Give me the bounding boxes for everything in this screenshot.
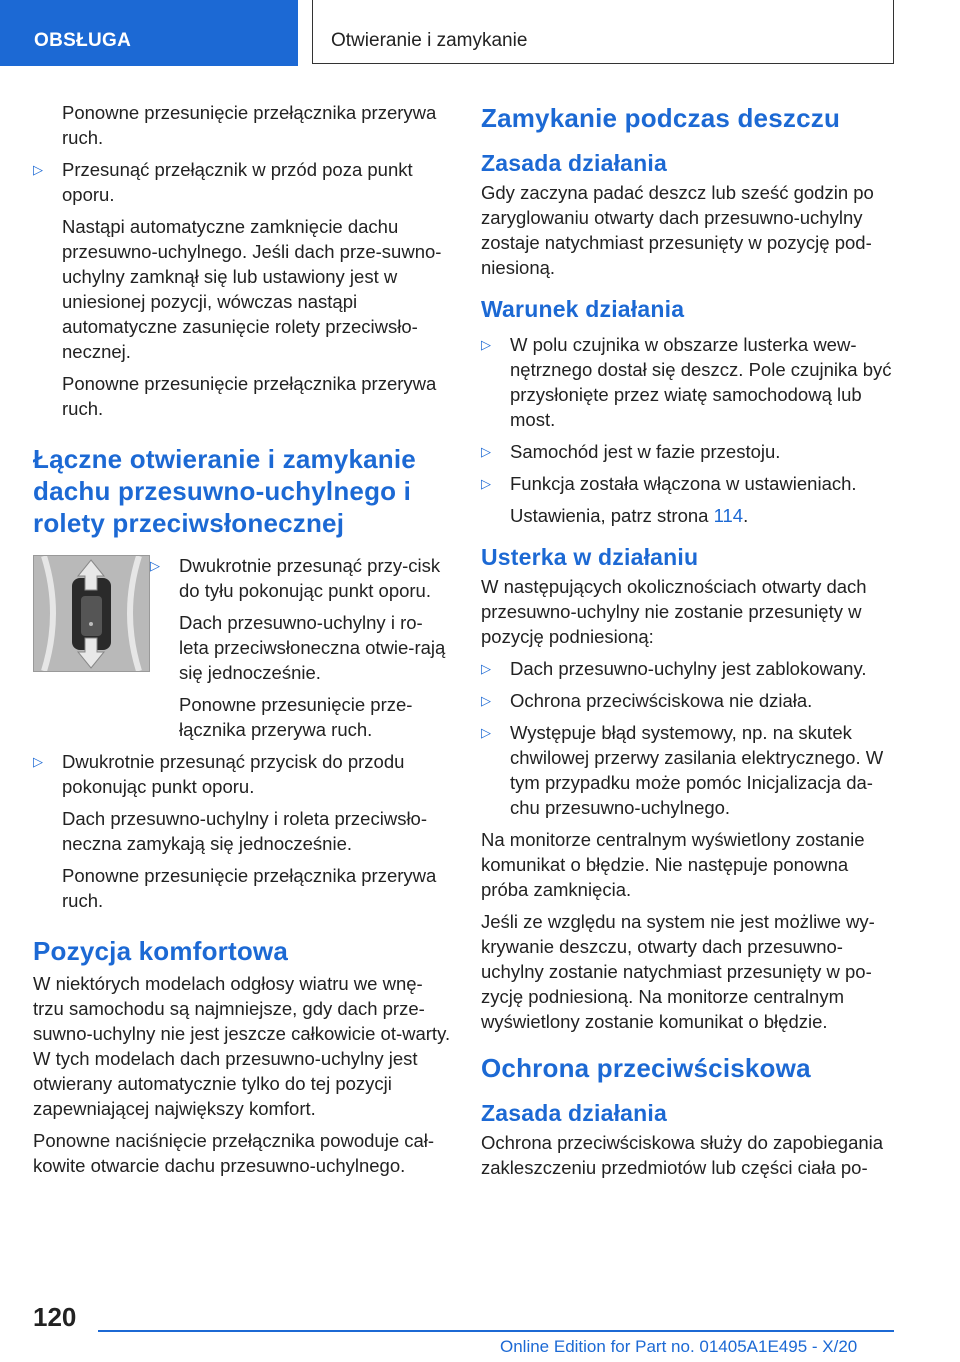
- bullet-text: W polu czujnika w obszarze lusterka wew-nętrznego dostał się deszcz. Pole czujnika być przysłonięte przez wiatę samochodową lub most.: [510, 334, 892, 430]
- bullet-marker-icon: ▷: [481, 444, 491, 459]
- bullet-item: [33, 749, 451, 799]
- sunroof-switch-icon: [34, 556, 149, 671]
- page-number: 120: [33, 1302, 77, 1332]
- bullet-item: [481, 656, 893, 681]
- bullet-text: Funkcja została włączona w ustawieniach.: [510, 473, 857, 494]
- paragraph: Gdy zaczyna padać deszcz lub sześć godzin po zaryglowaniu otwarty dach przesuwno-uchylny zostaje natychmiast przesunięty w pozycję pod-niesioną.: [481, 182, 874, 278]
- bullet-item: [481, 688, 893, 713]
- bullet-text: Przesunąć przełącznik w przód poza punkt oporu.: [62, 159, 413, 205]
- bullet-text: Występuje błąd systemowy, np. na skutek chwilowej przerwy zasilania elektrycznego. W tym przypadku może pomóc Inicjalizacja da-chu przesuwno-uchylnego.: [510, 722, 884, 818]
- bullet-marker-icon: ▷: [481, 725, 491, 740]
- heading-combined-opening: Łączne otwieranie i zamykanie dachu przesuwno-uchylnego i rolety przeciwsłonecznej: [33, 444, 416, 538]
- paragraph: Jeśli ze względu na system nie jest możliwe wy-krywanie deszczu, otwarty dach przesuwno-uchylny zostanie natychmiast przesunięty w po-zycję podniesioną. Na monitorze centralnym wyświetlony zostanie komunikat o błędzie.: [481, 911, 875, 1032]
- bullet-marker-icon: ▷: [33, 162, 43, 177]
- bullet-text: Ochrona przeciwściskowa nie działa.: [510, 690, 813, 711]
- bullet-marker-icon: ▷: [481, 693, 491, 708]
- bullet-item: [481, 471, 893, 496]
- bullet-text: Dwukrotnie przesunąć przycisk do przodu pokonując punkt oporu.: [62, 751, 405, 797]
- subheading-principle: Zasada działania: [481, 150, 667, 176]
- subheading-principle-2: Zasada działania: [481, 1100, 667, 1126]
- header-section-tab: [0, 0, 298, 66]
- bullet-item: [33, 157, 451, 207]
- bullet-item: [481, 720, 893, 820]
- bullet-marker-icon: ▷: [150, 558, 160, 573]
- paragraph: Ponowne przesunięcie przełącznika przerywa ruch.: [62, 865, 437, 911]
- bullet-item: [481, 332, 893, 432]
- paragraph: Ponowne przesunięcie przełącznika przerywa ruch.: [62, 102, 437, 148]
- figure-row: [33, 553, 451, 742]
- bullet-item: [150, 553, 451, 603]
- subheading-condition: Warunek działania: [481, 296, 685, 322]
- paragraph: W następujących okolicznościach otwarty dach przesuwno-uchylny nie zostanie przesunięty w pozycję podniesioną:: [481, 576, 867, 647]
- paragraph: Ochrona przeciwściskowa służy do zapobiegania zakleszczeniu przedmiotów lub części ciała po-: [481, 1132, 884, 1178]
- paragraph: Ponowne przesunięcie prze-łącznika przerywa ruch.: [179, 694, 413, 740]
- footer-edition: Online Edition for Part no. 01405A1E495 - X/20: [500, 1337, 858, 1356]
- switch-illustration: [33, 555, 150, 672]
- heading-comfort-position: Pozycja komfortowa: [33, 936, 288, 966]
- paragraph: W niektórych modelach odgłosy wiatru we wnę-trzu samochodu są najmniejsze, gdy dach prze-suwno-uchylny nie jest jeszcze całkowicie ot-warty. W tych modelach dach przesuwno-uchylny jest otwierany automatycznie tylko do tej pozycji zapewniającej największy komfort.: [33, 973, 451, 1119]
- heading-rain-closing: Zamykanie podczas deszczu: [481, 103, 841, 133]
- bullet-text: Dach przesuwno-uchylny jest zablokowany.: [510, 658, 867, 679]
- paragraph: Ponowne przesunięcie przełącznika przerywa ruch.: [62, 373, 437, 419]
- left-column: [33, 100, 451, 1185]
- bullet-marker-icon: ▷: [481, 476, 491, 491]
- bullet-text: Dwukrotnie przesunąć przy-cisk do tyłu pokonując punkt oporu.: [179, 555, 441, 601]
- paragraph: Dach przesuwno-uchylny i ro-leta przeciwsłoneczna otwie-rają się jednocześnie.: [179, 612, 446, 683]
- right-column: [481, 100, 893, 1187]
- paragraph: Na monitorze centralnym wyświetlony zostanie komunikat o błędzie. Nie następuje ponowna próba zamknięcia.: [481, 829, 865, 900]
- bullet-marker-icon: ▷: [481, 661, 491, 676]
- header-title-box: [312, 0, 894, 64]
- paragraph: Nastąpi automatyczne zamknięcie dachu przesuwno-uchylnego. Jeśli dach prze-suwno-uchylny zamknął się lub ustawiony jest w uniesionej pozycji, wówczas nastąpi automatyczne zasunięcie rolety przeciwsło-necznej.: [62, 216, 442, 362]
- settings-text: Ustawienia, patrz strona: [510, 505, 714, 526]
- header-section-label: OBSŁUGA: [34, 30, 132, 51]
- settings-page-link[interactable]: 114: [713, 505, 744, 526]
- bullet-marker-icon: ▷: [33, 754, 43, 769]
- settings-end: .: [743, 505, 749, 526]
- subheading-fault: Usterka w działaniu: [481, 544, 699, 570]
- settings-reference: [481, 503, 893, 528]
- heading-pinch-protection: Ochrona przeciwściskowa: [481, 1053, 811, 1083]
- bullet-item: [481, 439, 893, 464]
- bullet-text: Samochód jest w fazie przestoju.: [510, 441, 781, 462]
- header-title: Otwieranie i zamykanie: [331, 30, 528, 51]
- footer-divider: [98, 1330, 894, 1332]
- paragraph: Dach przesuwno-uchylny i roleta przeciwsło-neczna zamykają się jednocześnie.: [62, 808, 428, 854]
- figure-text: [150, 553, 451, 742]
- paragraph: Ponowne naciśnięcie przełącznika powoduje cał-kowite otwarcie dachu przesuwno-uchylnego.: [33, 1130, 435, 1176]
- bullet-marker-icon: ▷: [481, 337, 491, 352]
